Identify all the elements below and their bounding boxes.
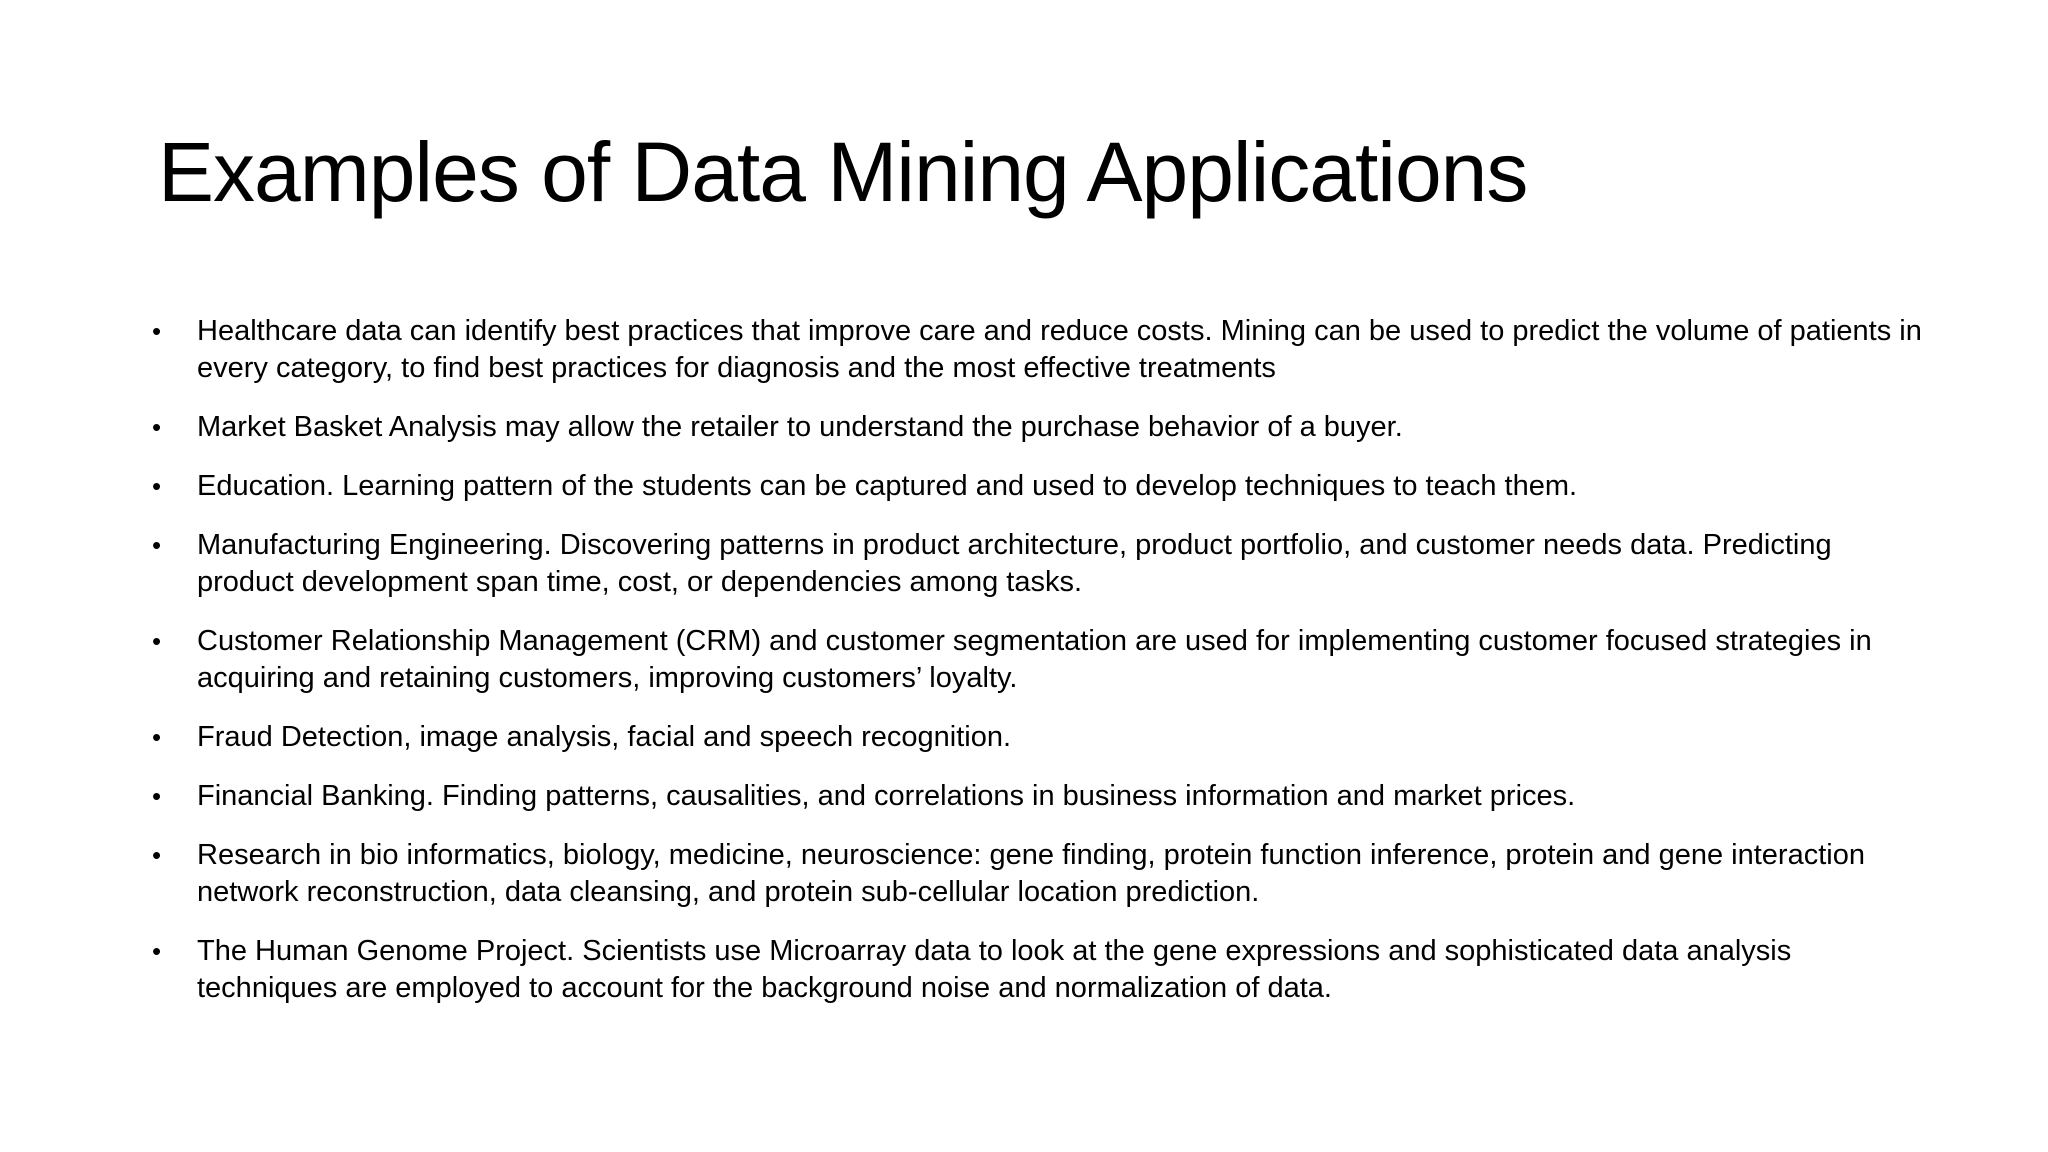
bullet-item	[152, 313, 1922, 387]
bullet-text: Healthcare data can identify best practices that improve care and reduce costs. Mining can be used to predict the volume of patients in every category, to find best practices for diagnosis and the most effective treatments	[197, 315, 1922, 384]
bullet-icon: •	[152, 936, 162, 966]
bullet-list	[152, 313, 1922, 1029]
bullet-icon: •	[152, 412, 162, 442]
bullet-item	[152, 719, 1922, 756]
bullet-text: Education. Learning pattern of the students can be captured and used to develop techniques to teach them.	[197, 470, 1578, 502]
slide-title: Examples of Data Mining Applications	[158, 125, 1528, 219]
bullet-text: Manufacturing Engineering. Discovering patterns in product architecture, product portfolio, and customer needs data. Predicting product development span time, cost, or dependencies among tasks.	[197, 529, 1832, 598]
bullet-text: Fraud Detection, image analysis, facial and speech recognition.	[197, 721, 1012, 753]
bullet-icon: •	[152, 471, 162, 501]
bullet-item	[152, 623, 1922, 697]
bullet-icon: •	[152, 722, 162, 752]
bullet-item	[152, 933, 1922, 1007]
bullet-text: Financial Banking. Finding patterns, causalities, and correlations in business information and market prices.	[197, 780, 1576, 812]
bullet-icon: •	[152, 781, 162, 811]
bullet-text: Market Basket Analysis may allow the retailer to understand the purchase behavior of a buyer.	[197, 411, 1403, 443]
bullet-item	[152, 468, 1922, 505]
bullet-item	[152, 527, 1922, 601]
bullet-item	[152, 837, 1922, 911]
bullet-text: Customer Relationship Management (CRM) and customer segmentation are used for implementing customer focused strategies in acquiring and retaining customers, improving customers’ loyalty.	[197, 625, 1872, 694]
bullet-text: The Human Genome Project. Scientists use Microarray data to look at the gene expressions and sophisticated data analysis techniques are employed to account for the background noise and normalization of data.	[197, 935, 1792, 1004]
bullet-icon: •	[152, 316, 162, 346]
bullet-icon: •	[152, 626, 162, 656]
bullet-text: Research in bio informatics, biology, medicine, neuroscience: gene finding, protein function inference, protein and gene interaction network reconstruction, data cleansing, and protein sub-cellular location prediction.	[197, 839, 1865, 908]
bullet-item	[152, 409, 1922, 446]
bullet-icon: •	[152, 530, 162, 560]
bullet-item	[152, 778, 1922, 815]
bullet-icon: •	[152, 840, 162, 870]
